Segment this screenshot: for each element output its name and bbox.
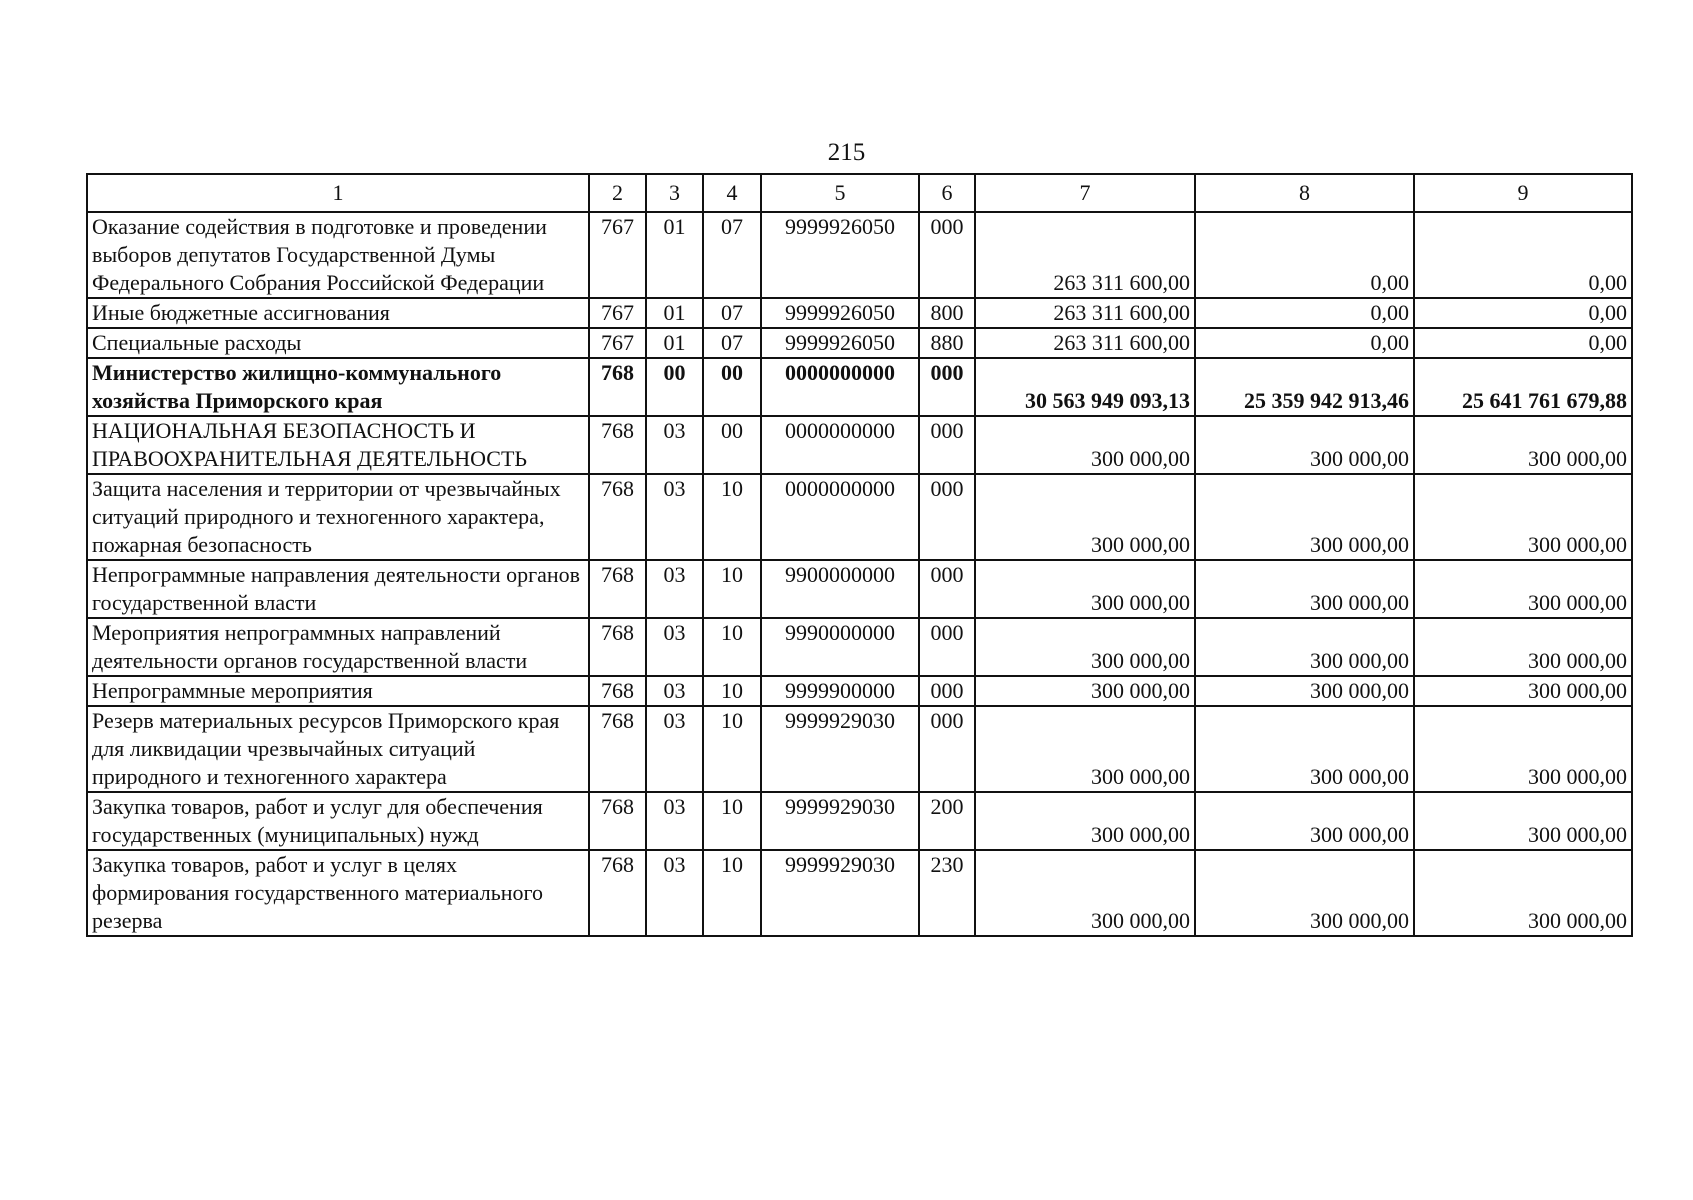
ministry-code: 767 <box>589 328 646 358</box>
amount-col8: 0,00 <box>1195 212 1414 298</box>
subsection-code: 10 <box>703 560 761 618</box>
amount-col7: 30 563 949 093,13 <box>975 358 1195 416</box>
expense-type-code: 230 <box>919 850 975 936</box>
ministry-code: 768 <box>589 560 646 618</box>
column-header: 9 <box>1414 174 1632 212</box>
column-header: 2 <box>589 174 646 212</box>
amount-col9: 300 000,00 <box>1414 792 1632 850</box>
ministry-code: 768 <box>589 618 646 676</box>
amount-col7: 300 000,00 <box>975 792 1195 850</box>
amount-col8: 300 000,00 <box>1195 416 1414 474</box>
amount-col8: 300 000,00 <box>1195 474 1414 560</box>
expense-name: НАЦИОНАЛЬНАЯ БЕЗОПАСНОСТЬ И ПРАВООХРАНИТЕЛЬНАЯ ДЕЯТЕЛЬНОСТЬ <box>87 416 589 474</box>
target-article-code: 9999900000 <box>761 676 919 706</box>
section-code: 03 <box>646 850 703 936</box>
table-row <box>87 416 1632 474</box>
column-header: 7 <box>975 174 1195 212</box>
expense-name: Закупка товаров, работ и услуг в целях формирования государственного материального резерва <box>87 850 589 936</box>
amount-col8: 300 000,00 <box>1195 676 1414 706</box>
amount-col7: 300 000,00 <box>975 560 1195 618</box>
table-row <box>87 560 1632 618</box>
amount-col7: 263 311 600,00 <box>975 298 1195 328</box>
section-code: 01 <box>646 328 703 358</box>
expense-name: Специальные расходы <box>87 328 589 358</box>
column-header: 1 <box>87 174 589 212</box>
amount-col9: 25 641 761 679,88 <box>1414 358 1632 416</box>
target-article-code: 0000000000 <box>761 474 919 560</box>
expense-type-code: 000 <box>919 358 975 416</box>
expense-type-code: 000 <box>919 706 975 792</box>
subsection-code: 07 <box>703 328 761 358</box>
expense-type-code: 000 <box>919 618 975 676</box>
subsection-code: 10 <box>703 706 761 792</box>
expense-name: Резерв материальных ресурсов Приморского края для ликвидации чрезвычайных ситуаций природного и техногенного характера <box>87 706 589 792</box>
expense-type-code: 000 <box>919 560 975 618</box>
table-row <box>87 474 1632 560</box>
amount-col7: 300 000,00 <box>975 676 1195 706</box>
ministry-code: 767 <box>589 212 646 298</box>
expense-name: Мероприятия непрограммных направлений деятельности органов государственной власти <box>87 618 589 676</box>
amount-col9: 300 000,00 <box>1414 474 1632 560</box>
page-number: 215 <box>827 139 866 166</box>
amount-col9: 300 000,00 <box>1414 560 1632 618</box>
subsection-code: 07 <box>703 212 761 298</box>
target-article-code: 0000000000 <box>761 358 919 416</box>
ministry-code: 768 <box>589 474 646 560</box>
section-code: 03 <box>646 676 703 706</box>
column-header: 5 <box>761 174 919 212</box>
expense-type-code: 000 <box>919 474 975 560</box>
expense-type-code: 000 <box>919 212 975 298</box>
expense-type-code: 200 <box>919 792 975 850</box>
column-number-header-row <box>87 174 1632 212</box>
ministry-code: 768 <box>589 676 646 706</box>
section-code: 03 <box>646 706 703 792</box>
expense-type-code: 880 <box>919 328 975 358</box>
expense-name: Защита населения и территории от чрезвычайных ситуаций природного и техногенного характера, пожарная безопасность <box>87 474 589 560</box>
amount-col9: 0,00 <box>1414 212 1632 298</box>
table-row <box>87 328 1632 358</box>
section-code: 01 <box>646 298 703 328</box>
amount-col7: 300 000,00 <box>975 416 1195 474</box>
budget-table <box>86 173 1633 937</box>
amount-col8: 0,00 <box>1195 328 1414 358</box>
subsection-code: 10 <box>703 618 761 676</box>
expense-type-code: 000 <box>919 416 975 474</box>
amount-col9: 0,00 <box>1414 298 1632 328</box>
expense-name: Оказание содействия в подготовке и проведении выборов депутатов Государственной Думы Федерального Собрания Российской Федерации <box>87 212 589 298</box>
amount-col7: 263 311 600,00 <box>975 212 1195 298</box>
table-row <box>87 706 1632 792</box>
table-row <box>87 212 1632 298</box>
subsection-code: 10 <box>703 676 761 706</box>
amount-col9: 300 000,00 <box>1414 618 1632 676</box>
section-code: 01 <box>646 212 703 298</box>
target-article-code: 0000000000 <box>761 416 919 474</box>
amount-col9: 300 000,00 <box>1414 706 1632 792</box>
amount-col8: 0,00 <box>1195 298 1414 328</box>
ministry-code: 768 <box>589 706 646 792</box>
amount-col8: 300 000,00 <box>1195 792 1414 850</box>
subsection-code: 10 <box>703 474 761 560</box>
target-article-code: 9999926050 <box>761 328 919 358</box>
table-row <box>87 676 1632 706</box>
subsection-code: 00 <box>703 416 761 474</box>
amount-col9: 0,00 <box>1414 328 1632 358</box>
section-code: 03 <box>646 618 703 676</box>
subsection-code: 10 <box>703 792 761 850</box>
section-code: 03 <box>646 560 703 618</box>
ministry-code: 768 <box>589 358 646 416</box>
amount-col8: 300 000,00 <box>1195 850 1414 936</box>
amount-col8: 300 000,00 <box>1195 560 1414 618</box>
expense-type-code: 800 <box>919 298 975 328</box>
ministry-code: 768 <box>589 792 646 850</box>
column-header: 3 <box>646 174 703 212</box>
section-code: 03 <box>646 792 703 850</box>
column-header: 8 <box>1195 174 1414 212</box>
target-article-code: 9999926050 <box>761 212 919 298</box>
target-article-code: 9999929030 <box>761 850 919 936</box>
section-code: 03 <box>646 474 703 560</box>
expense-type-code: 000 <box>919 676 975 706</box>
target-article-code: 9900000000 <box>761 560 919 618</box>
target-article-code: 9990000000 <box>761 618 919 676</box>
expense-name: Иные бюджетные ассигнования <box>87 298 589 328</box>
amount-col8: 25 359 942 913,46 <box>1195 358 1414 416</box>
expense-name: Непрограммные направления деятельности органов государственной власти <box>87 560 589 618</box>
amount-col9: 300 000,00 <box>1414 416 1632 474</box>
expense-name: Непрограммные мероприятия <box>87 676 589 706</box>
target-article-code: 9999926050 <box>761 298 919 328</box>
section-code: 00 <box>646 358 703 416</box>
amount-col9: 300 000,00 <box>1414 850 1632 936</box>
amount-col7: 300 000,00 <box>975 850 1195 936</box>
amount-col9: 300 000,00 <box>1414 676 1632 706</box>
amount-col8: 300 000,00 <box>1195 706 1414 792</box>
table-row <box>87 298 1632 328</box>
table-row <box>87 618 1632 676</box>
column-header: 4 <box>703 174 761 212</box>
table-row <box>87 792 1632 850</box>
subsection-code: 00 <box>703 358 761 416</box>
ministry-code: 768 <box>589 416 646 474</box>
table-row-ministry-total <box>87 358 1632 416</box>
amount-col8: 300 000,00 <box>1195 618 1414 676</box>
target-article-code: 9999929030 <box>761 792 919 850</box>
amount-col7: 300 000,00 <box>975 618 1195 676</box>
column-header: 6 <box>919 174 975 212</box>
section-code: 03 <box>646 416 703 474</box>
subsection-code: 07 <box>703 298 761 328</box>
table-row <box>87 850 1632 936</box>
amount-col7: 263 311 600,00 <box>975 328 1195 358</box>
subsection-code: 10 <box>703 850 761 936</box>
ministry-code: 767 <box>589 298 646 328</box>
amount-col7: 300 000,00 <box>975 474 1195 560</box>
target-article-code: 9999929030 <box>761 706 919 792</box>
expense-name: Министерство жилищно-коммунального хозяйства Приморского края <box>87 358 589 416</box>
expense-name: Закупка товаров, работ и услуг для обеспечения государственных (муниципальных) нужд <box>87 792 589 850</box>
ministry-code: 768 <box>589 850 646 936</box>
amount-col7: 300 000,00 <box>975 706 1195 792</box>
